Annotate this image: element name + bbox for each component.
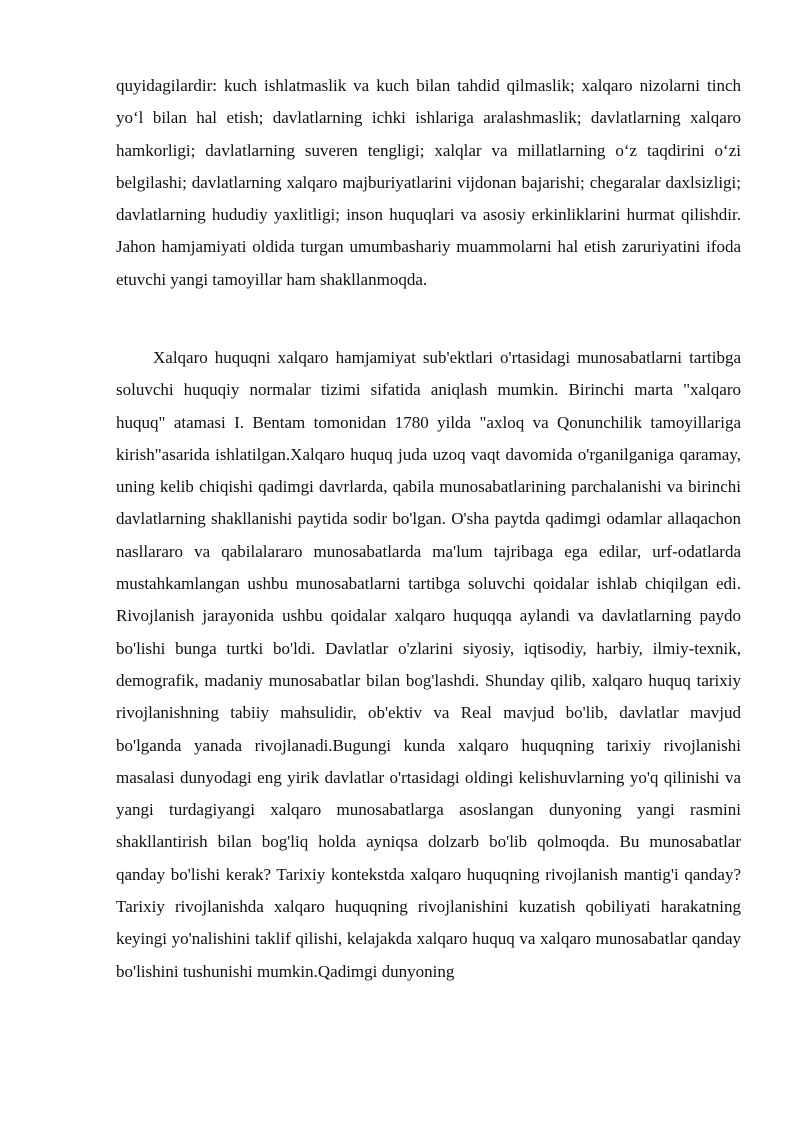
paragraph-principles: quyidagilardir: kuch ishlatmaslik va kuch bilan tahdid qilmaslik; xalqaro nizolarni tinch yo‘l bilan hal etish; davlatlarning ichki ishlariga aralashmaslik; davlatlarning xalqaro hamkorligi; davlatlarning suveren tengligi; xalqlar va millatlarning o‘z taqdirini o‘zi belgilashi; davlatlarning xalqaro majburiyatlarini vijdonan bajarishi; chegaralar daxlsizligi; davlatlarning hududiy yaxlitligi; inson huquqlari va asosiy erkinliklarini hurmat qilishdir. Jahon hamjamiyati oldida turgan umumbashariy muammolarni hal etish zaruriyatini ifoda etuvchi yangi tamoyillar ham shakllanmoqda.	[116, 76, 741, 289]
paragraph-international-law: Xalqaro huquqni xalqaro hamjamiyat sub'ektlari o'rtasidagi munosabatlarni tartibga soluvchi huquqiy normalar tizimi sifatida aniqlash mumkin. Birinchi marta "xalqaro huquq" atamasi I. Bentam tomonidan 1780 yilda "axloq va Qonunchilik tamoyillariga kirish"asarida ishlatilgan.Xalqaro huquq juda uzoq vaqt davomida o'rganilganiga qaramay, uning kelib chiqishi qadimgi davrlarda, qabila munosabatlarining parchalanishi va birinchi davlatlarning shakllanishi paytida sodir bo'lgan. O'sha paytda qadimgi odamlar allaqachon nasllararo va qabilalararo munosabatlarda ma'lum tajribaga ega edilar, urf-odatlarda mustahkamlangan ushbu munosabatlarni tartibga soluvchi qoidalar ishlab chiqilgan edi. Rivojlanish jarayonida ushbu qoidalar xalqaro huquqqa aylandi va davlatlarning paydo bo'lishi bunga turtki bo'ldi. Davlatlar o'zlarini siyosiy, iqtisodiy, harbiy, ilmiy-texnik, demografik, madaniy munosabatlar bilan bog'lashdi. Shunday qilib, xalqaro huquq tarixiy rivojlanishning tabiiy mahsulidir, ob'ektiv va Real mavjud bo'lib, davlatlar mavjud bo'lganda yanada rivojlanadi.Bugungi kunda xalqaro huquqning tarixiy rivojlanishi masalasi dunyodagi eng yirik davlatlar o'rtasidagi oldingi kelishuvlarning yo'q qilinishi va yangi turdagiyangi xalqaro munosabatlarga asoslangan dunyoning yangi rasmini shakllantirish bilan bog'liq holda ayniqsa dolzarb bo'lib qolmoqda. Bu munosabatlar qanday bo'lishi kerak? Tarixiy kontekstda xalqaro huquqning rivojlanish mantig'i qanday? Tarixiy rivojlanishda xalqaro huquqning rivojlanishini kuzatish qobiliyati harakatning keyingi yo'nalishini taklif qilishi, kelajakda xalqaro huquq va xalqaro munosabatlar qanday bo'lishini tushunishi mumkin.Qadimgi dunyoning	[116, 348, 741, 981]
